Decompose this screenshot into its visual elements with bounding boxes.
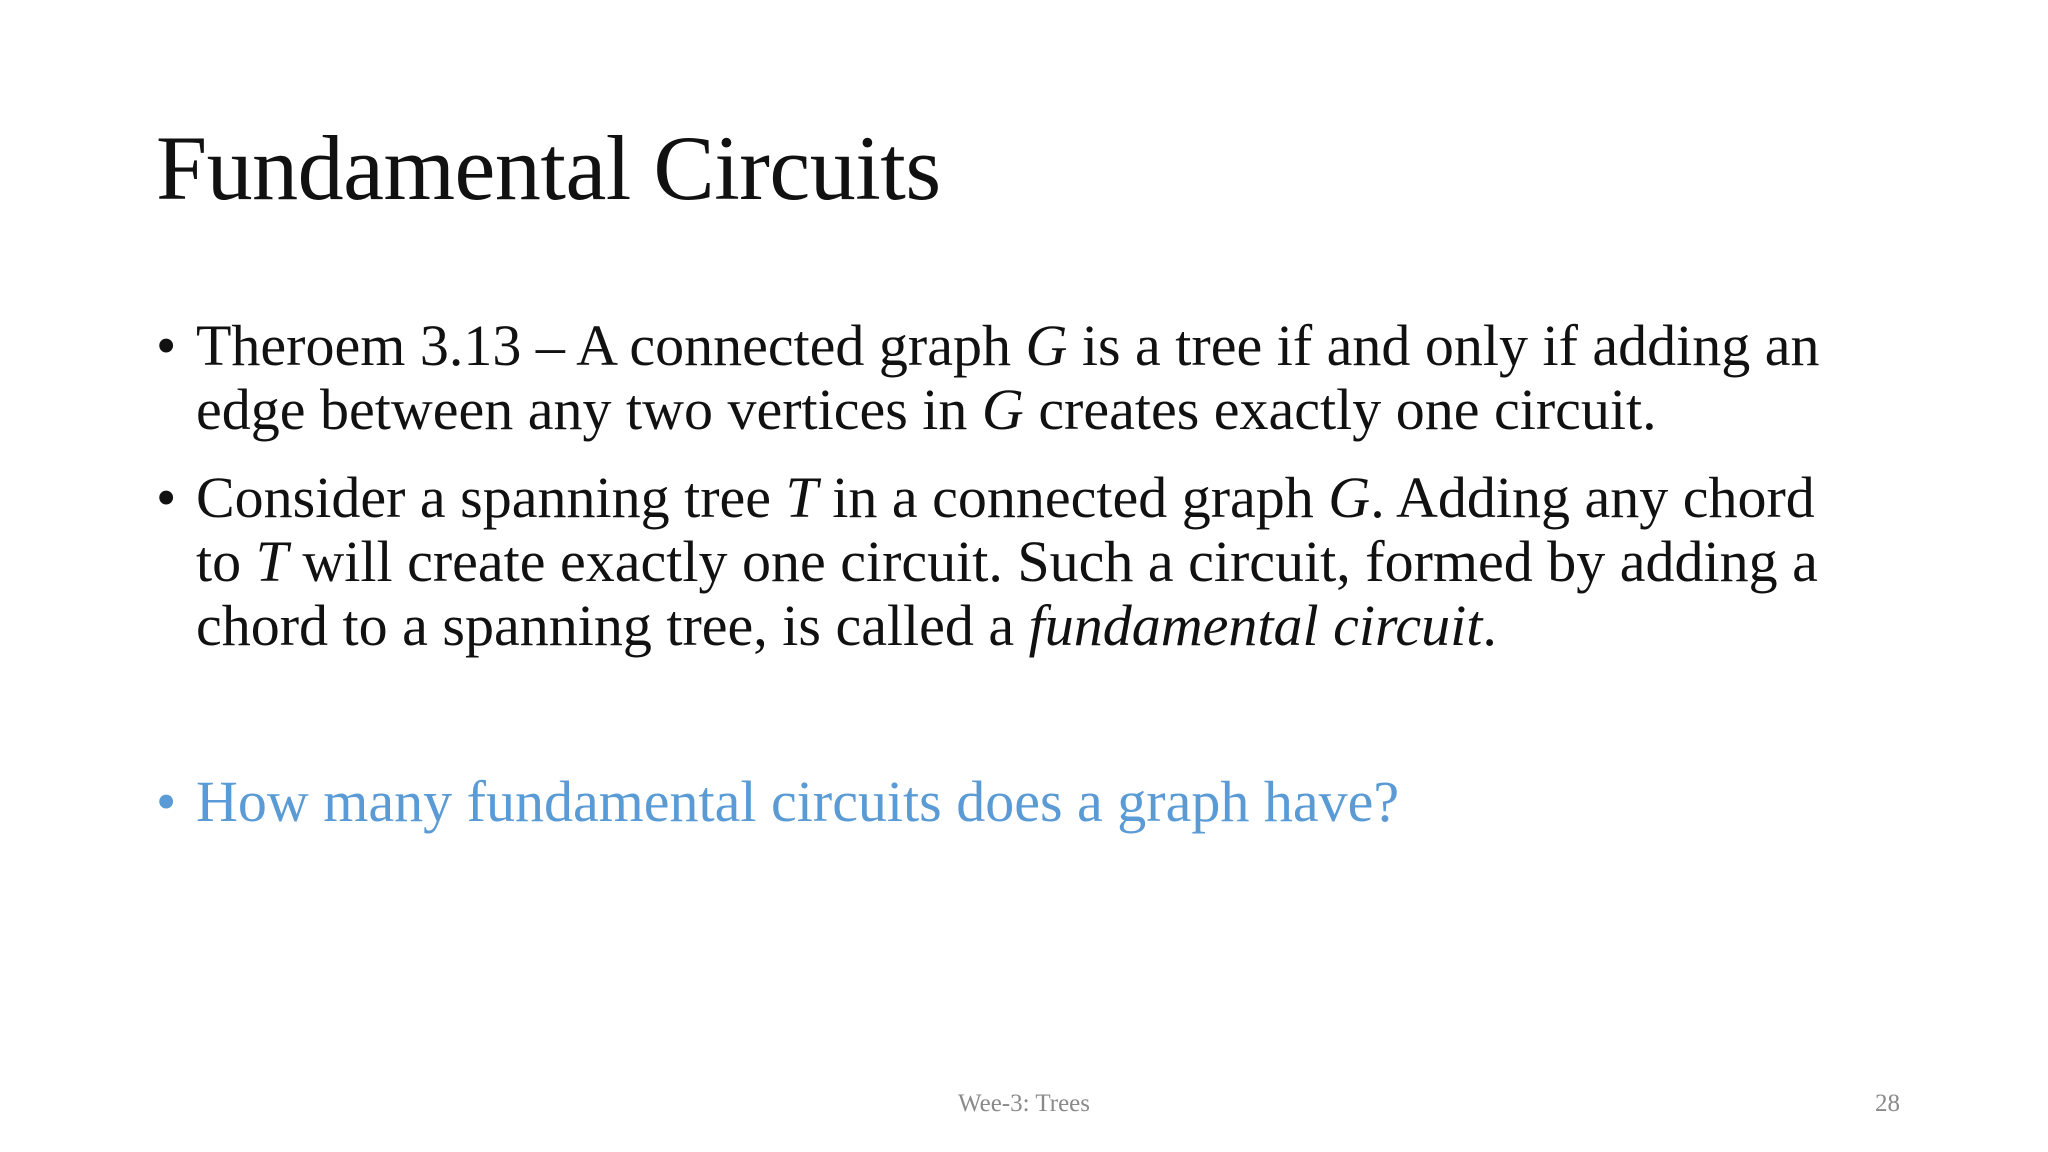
text-run: to [196,529,256,594]
text-run: edge between any two vertices in [196,377,982,442]
text-line [196,530,1926,594]
text-run: will create exactly one circuit. Such a circuit, formed by adding a [287,529,1818,594]
question-text: How many fundamental circuits does a graph have? [196,769,1400,834]
text-run: creates exactly one circuit. [1023,377,1657,442]
text-run: Theroem 3.13 – A connected graph [196,313,1026,378]
bullet-icon: • [156,313,177,378]
math-variable: G [981,377,1024,442]
bullet-icon: • [156,769,177,834]
text-run: chord to a spanning tree, is called a [196,593,1029,658]
text-line [196,314,1926,378]
bullet-item-definition [156,466,1916,662]
bullet-text [196,466,1926,658]
text-run: . [1482,593,1497,658]
text-line [196,378,1926,442]
math-variable: T [785,465,818,530]
math-variable: T [255,529,288,594]
bullet-item-theorem [156,314,1916,444]
bullet-item-question [156,770,1916,836]
text-line [196,466,1926,530]
bullet-text [196,314,1926,442]
text-run: is a tree if and only if adding an [1067,313,1820,378]
slide-title: Fundamental Circuits [156,117,941,219]
text-run: Consider a spanning tree [196,465,786,530]
bullet-text [196,770,1926,834]
footer-label: Wee-3: Trees [958,1090,1090,1117]
text-run: . Adding any chord [1370,465,1815,530]
defined-term: fundamental circuit [1028,593,1483,658]
text-run: in a connected graph [817,465,1329,530]
math-variable: G [1328,465,1371,530]
bullet-icon: • [156,465,177,530]
math-variable: G [1025,313,1068,378]
page-number: 28 [1875,1090,1900,1117]
text-line [196,594,1926,658]
